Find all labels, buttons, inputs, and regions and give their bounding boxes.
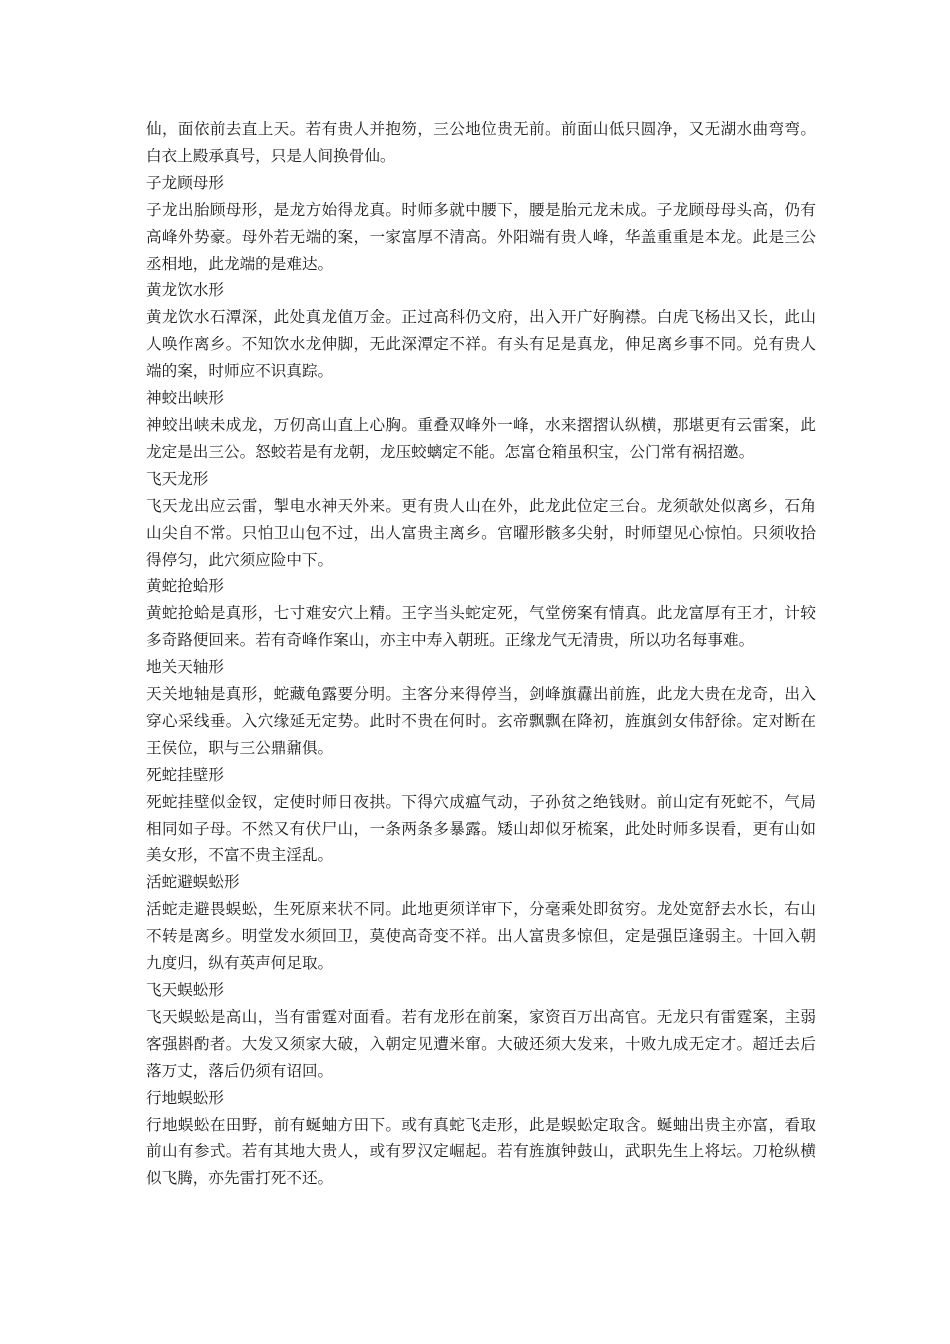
section-title: 活蛇避蜈蚣形 — [146, 873, 240, 892]
section-body: 天关地轴是真形，蛇藏龟露要分明。主客分来得停当，剑峰旗纛出前旌，此龙大贵在龙奇，出入穿心采线垂。入穴缘延无定势。此时不贵在何时。玄帝飘飘在降初，旌旗剑女伟舒徐。定对断在王侯位，职与三公鼎鼐俱。 — [146, 685, 816, 757]
section-body: 飞天蜈蚣是高山，当有雷霆对面看。若有龙形在前案，家资百万出高官。无龙只有雷霆案，主弱客强斟酌者。大发又须家大破，入朝定见遭米窜。大破还须大发来，十败九成无定才。超迁去后落万丈，落后仍须有诏回。 — [146, 1007, 816, 1080]
section-title: 行地蜈蚣形 — [146, 1088, 224, 1107]
document-page — [146, 116, 816, 1192]
section-title: 飞天蜈蚣形 — [146, 981, 224, 999]
section-body: 黄龙饮水石潭深，此处真龙值万金。正过高科仍文府，出入开广好胸襟。白虎飞杨出又长，此山人唤作离乡。不知饮水龙伸脚，无此深潭定不祥。有头有足是真龙，伸足离乡事不同。兑有贵人端的案，时师应不识真踪。 — [146, 308, 816, 381]
section-title: 黄龙饮水形 — [146, 281, 224, 300]
section-title: 死蛇挂壁形 — [146, 765, 224, 784]
section-body: 黄蛇抢蛤是真形，七寸难安穴上精。王字当头蛇定死，气堂傍案有情真。此龙富厚有王才，计较多奇路便回来。若有奇峰作案山，亦主中寿入朝班。正缘龙气无清贵，所以功名每事难。 — [146, 604, 816, 650]
section-title: 神蛟出峡形 — [146, 389, 224, 408]
section-title: 黄蛇抢蛤形 — [146, 577, 224, 596]
section-body: 子龙出胎顾母形，是龙方始得龙真。时师多就中腰下，腰是胎元龙未成。子龙顾母母头高，仍有高峰外势豪。母外若无端的案，一家富厚不清高。外阳端有贵人峰，华盖重重是本龙。此是三公丞相地，此龙端的是难达。 — [146, 200, 816, 273]
section-body: 飞天龙出应云雷，掣电水神天外来。更有贵人山在外，此龙此位定三台。龙须欹处似离乡，石角山尖自不常。只怕卫山包不过，出人富贵主离乡。官曜形骸多尖射，时师望见心惊怕。只须收拾得停匀，此穴须应险中下。 — [146, 496, 816, 569]
section-title: 飞天龙形 — [146, 469, 209, 488]
section-body: 神蛟出峡未成龙，万仞高山直上心胸。重叠双峰外一峰，水来摺摺认纵横，那堪更有云雷案，此龙定是出三公。怒蛟若是有龙朝，龙压蛟螭定不能。怎富仓箱虽积宝，公门常有祸招邀。 — [146, 415, 816, 461]
section-body: 死蛇挂壁似金钗，定使时师日夜拱。下得穴成瘟气动，子孙贫之绝钱财。前山定有死蛇不，气局相同如子母。不然又有伏尸山，一条两条多暴露。矮山却似牙梳案，此处时师多误看，更有山如美女形，不富不贵主淫乱。 — [146, 792, 816, 865]
section-title: 子龙顾母形 — [146, 173, 224, 192]
section-body: 行地蜈蚣在田野，前有蜒蚰方田下。或有真蛇飞走形，此是蜈蚣定取含。蜒蚰出贵主亦富，看取前山有参式。若有其地大贵人，或有罗汉定崛起。若有旌旗钟鼓山，武职先生上将坛。刀枪纵横似飞腾，亦先雷打死不还。 — [146, 1115, 816, 1188]
section-body: 活蛇走避畏蜈蚣，生死原来状不同。此地更须详审下，分毫乘处即贫穷。龙处宽舒去水长，右山不转是离乡。明堂发水须回卫，莫使高奇变不祥。出人富贵多惊但，定是强臣逢弱主。十回入朝九度归，纵有英声何足取。 — [146, 900, 816, 973]
continuation-paragraph: 仙，面依前去直上天。若有贵人并抱笏，三公地位贵无前。前面山低只圆净，又无湖水曲弯弯。白衣上殿承真号，只是人间换骨仙。 — [146, 120, 816, 165]
section-title: 地关天轴形 — [146, 658, 224, 677]
